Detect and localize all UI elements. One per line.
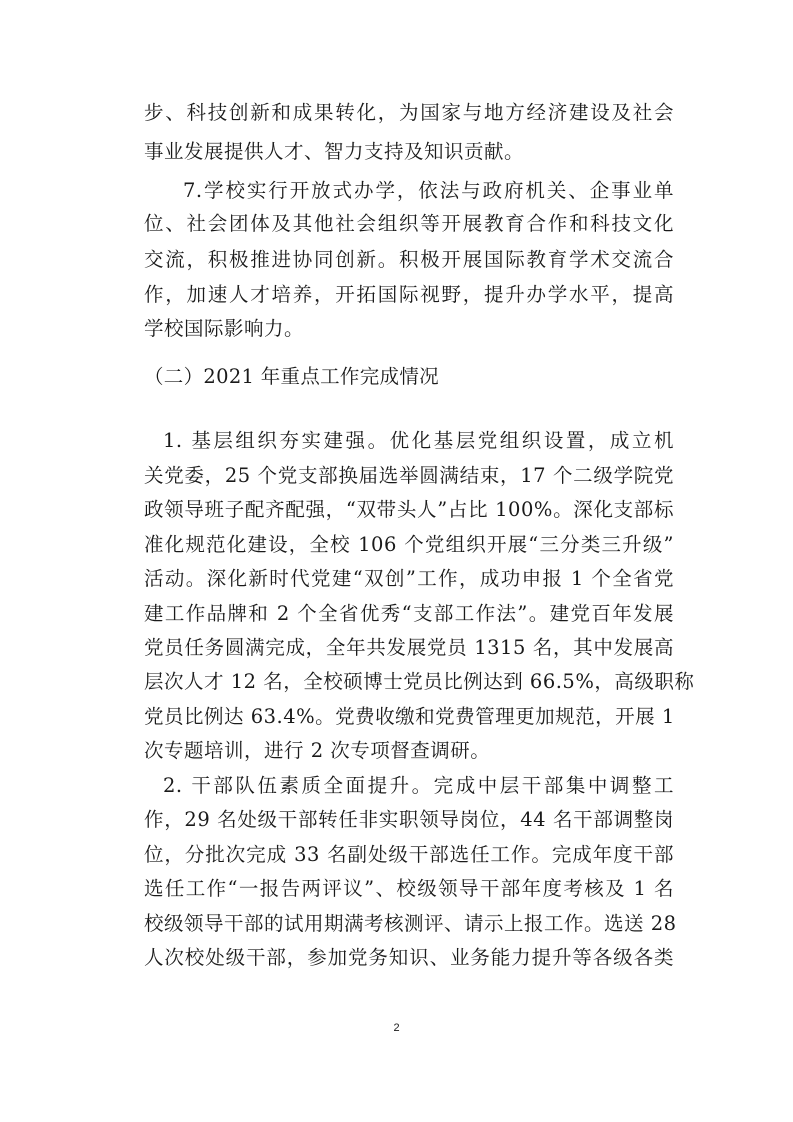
paragraph-line: 7.学校实行开放式办学，依法与政府机关、企事业单 (183, 179, 674, 202)
paragraph-line: 2. 干部队伍素质全面提升。完成中层干部集中调整工 (163, 774, 674, 797)
paragraph-line: 层次人才 12 名，全校硕博士党员比例达到 66.5%，高级职称 (144, 670, 695, 693)
paragraph-line: 党员任务圆满完成，全年共发展党员 1315 名，其中发展高 (144, 636, 674, 659)
paragraph-line: 准化规范化建设，全校 106 个党组织开展“三分类三升级” (144, 533, 674, 556)
paragraph-line: 活动。深化新时代党建“双创”工作，成功申报 1 个全省党 (144, 567, 674, 590)
paragraph-line: 次专题培训，进行 2 次专项督查调研。 (144, 739, 491, 762)
paragraph-line: 位、社会团体及其他社会组织等开展教育合作和科技文化 (144, 212, 674, 235)
paragraph-line: 人次校处级干部，参加党务知识、业务能力提升等各级各类 (144, 946, 674, 969)
paragraph-line: 位，分批次完成 33 名副处级干部选任工作。完成年度干部 (144, 843, 674, 866)
section-heading: （二）2021 年重点工作完成情况 (144, 365, 439, 388)
paragraph-line: 校级领导干部的试用期满考核测评、请示上报工作。选送 28 (144, 912, 677, 935)
paragraph-line: 交流，积极推进协同创新。积极开展国际教育学术交流合 (144, 248, 674, 271)
paragraph-line: 建工作品牌和 2 个全省优秀“支部工作法”。建党百年发展 (144, 602, 674, 625)
paragraph-line: 关党委，25 个党支部换届选举圆满结束，17 个二级学院党 (144, 464, 674, 487)
paragraph-line: 选任工作“一报告两评议”、校级领导干部年度考核及 1 名 (144, 877, 674, 900)
paragraph-line: 党员比例达 63.4%。党费收缴和党费管理更加规范，开展 1 (144, 705, 675, 728)
paragraph-line: 步、科技创新和成果转化，为国家与地方经济建设及社会 (144, 101, 674, 124)
page-number: 2 (393, 1022, 400, 1034)
paragraph-line: 学校国际影响力。 (144, 317, 305, 340)
paragraph-line: 政领导班子配齐配强，“双带头人”占比 100%。深化支部标 (144, 498, 674, 521)
paragraph-line: 1. 基层组织夯实建强。优化基层党组织设置，成立机 (163, 429, 674, 452)
paragraph-line: 作，加速人才培养，开拓国际视野，提升办学水平，提高 (144, 283, 674, 306)
paragraph-line: 事业发展提供人才、智力支持及知识贡献。 (144, 140, 525, 163)
paragraph-line: 作，29 名处级干部转任非实职领导岗位，44 名干部调整岗 (144, 808, 674, 831)
